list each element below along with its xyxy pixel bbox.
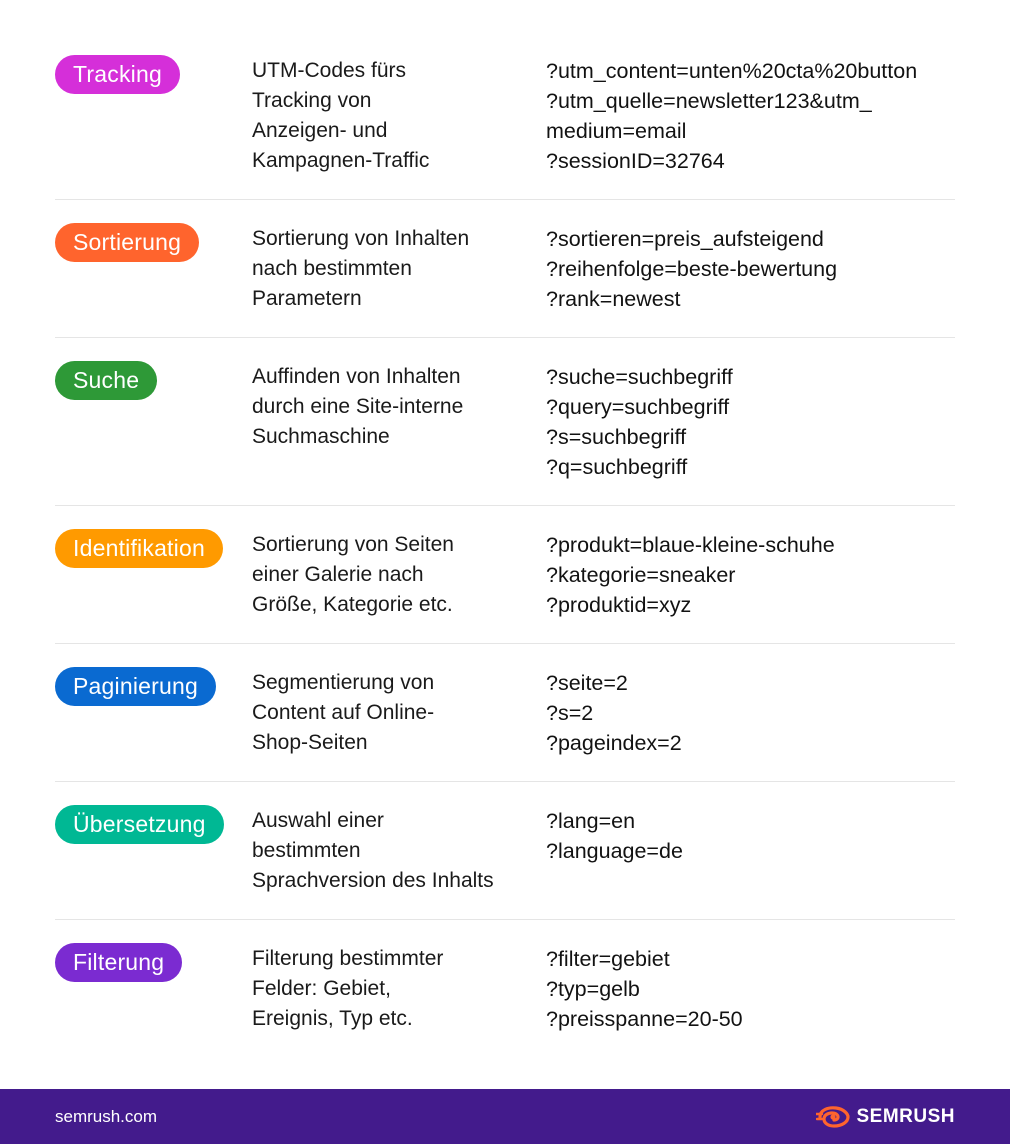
parameter-examples — [546, 362, 961, 482]
description-line: durch eine Site-interne — [252, 395, 464, 418]
parameter-examples — [546, 530, 961, 620]
parameter-row — [55, 782, 955, 920]
category-tag: Filterung — [55, 943, 182, 982]
semrush-logo — [816, 1089, 955, 1144]
parameter-row — [55, 338, 955, 506]
category-description — [252, 224, 532, 314]
description-line: Tracking von — [252, 89, 372, 112]
category-tag: Paginierung — [55, 667, 216, 706]
parameter-example: ?produktid=xyz — [546, 593, 692, 617]
footer — [0, 1089, 1010, 1144]
category-description — [252, 530, 532, 620]
category-description — [252, 56, 532, 176]
category-tag: Identifikation — [55, 529, 223, 568]
semrush-flame-icon — [816, 1106, 850, 1128]
parameter-row — [55, 644, 955, 782]
category-description — [252, 668, 532, 758]
description-line: Auffinden von Inhalten — [252, 365, 461, 388]
footer-site-link[interactable]: semrush.com — [55, 1107, 158, 1126]
parameter-row — [55, 506, 955, 644]
category-tag: Suche — [55, 361, 157, 400]
description-line: Filterung bestimmter — [252, 947, 444, 970]
description-line: einer Galerie nach — [252, 563, 424, 586]
parameter-row — [55, 0, 955, 200]
description-line: Shop-Seiten — [252, 731, 368, 754]
parameter-row — [55, 200, 955, 338]
category-description — [252, 362, 532, 452]
description-line: Sortierung von Inhalten — [252, 227, 470, 250]
description-line: bestimmten — [252, 839, 361, 862]
category-description — [252, 944, 532, 1034]
parameter-example: ?utm_content=unten%20cta%20button — [546, 59, 918, 83]
description-line: Parametern — [252, 287, 362, 310]
parameter-example: ?preisspanne=20-50 — [546, 1007, 743, 1031]
description-line: UTM-Codes fürs — [252, 59, 407, 82]
parameter-examples — [546, 224, 961, 314]
parameter-row — [55, 920, 955, 1080]
description-line: Anzeigen- und — [252, 119, 388, 142]
brand-name: SEMRUSH — [856, 1105, 955, 1127]
parameter-example: ?rank=newest — [546, 287, 681, 311]
parameter-example: ?reihenfolge=beste-bewertung — [546, 257, 838, 281]
parameter-examples — [546, 668, 961, 758]
parameter-example: ?s=suchbegriff — [546, 425, 687, 449]
parameter-example: ?filter=gebiet — [546, 947, 670, 971]
parameter-example: ?sortieren=preis_aufsteigend — [546, 227, 824, 251]
parameter-example: ?seite=2 — [546, 671, 628, 695]
description-line: Felder: Gebiet, — [252, 977, 391, 1000]
parameter-examples — [546, 806, 961, 866]
description-line: Ereignis, Typ etc. — [252, 1007, 413, 1030]
parameter-example: ?sessionID=32764 — [546, 149, 725, 173]
category-tag: Sortierung — [55, 223, 199, 262]
description-line: Sprachversion des Inhalts — [252, 869, 494, 892]
description-line: Suchmaschine — [252, 425, 390, 448]
parameter-example: ?suche=suchbegriff — [546, 365, 733, 389]
parameter-example: ?pageindex=2 — [546, 731, 682, 755]
description-line: Kampagnen-Traffic — [252, 149, 430, 172]
parameter-example: ?utm_quelle=newsletter123&utm_ — [546, 89, 872, 113]
category-tag: Übersetzung — [55, 805, 224, 844]
category-description — [252, 806, 532, 896]
parameter-example: ?s=2 — [546, 701, 594, 725]
parameter-example: ?q=suchbegriff — [546, 455, 688, 479]
parameter-example: ?language=de — [546, 839, 683, 863]
description-line: nach bestimmten — [252, 257, 412, 280]
category-tag: Tracking — [55, 55, 180, 94]
parameter-example: ?produkt=blaue-kleine-schuhe — [546, 533, 835, 557]
parameter-example: medium=email — [546, 119, 687, 143]
parameter-example: ?query=suchbegriff — [546, 395, 730, 419]
description-line: Auswahl einer — [252, 809, 384, 832]
description-line: Größe, Kategorie etc. — [252, 593, 453, 616]
parameter-examples — [546, 944, 961, 1034]
parameter-example: ?typ=gelb — [546, 977, 640, 1001]
description-line: Content auf Online- — [252, 701, 435, 724]
parameter-example: ?kategorie=sneaker — [546, 563, 736, 587]
description-line: Segmentierung von — [252, 671, 435, 694]
parameter-example: ?lang=en — [546, 809, 636, 833]
description-line: Sortierung von Seiten — [252, 533, 454, 556]
parameter-examples — [546, 56, 961, 176]
